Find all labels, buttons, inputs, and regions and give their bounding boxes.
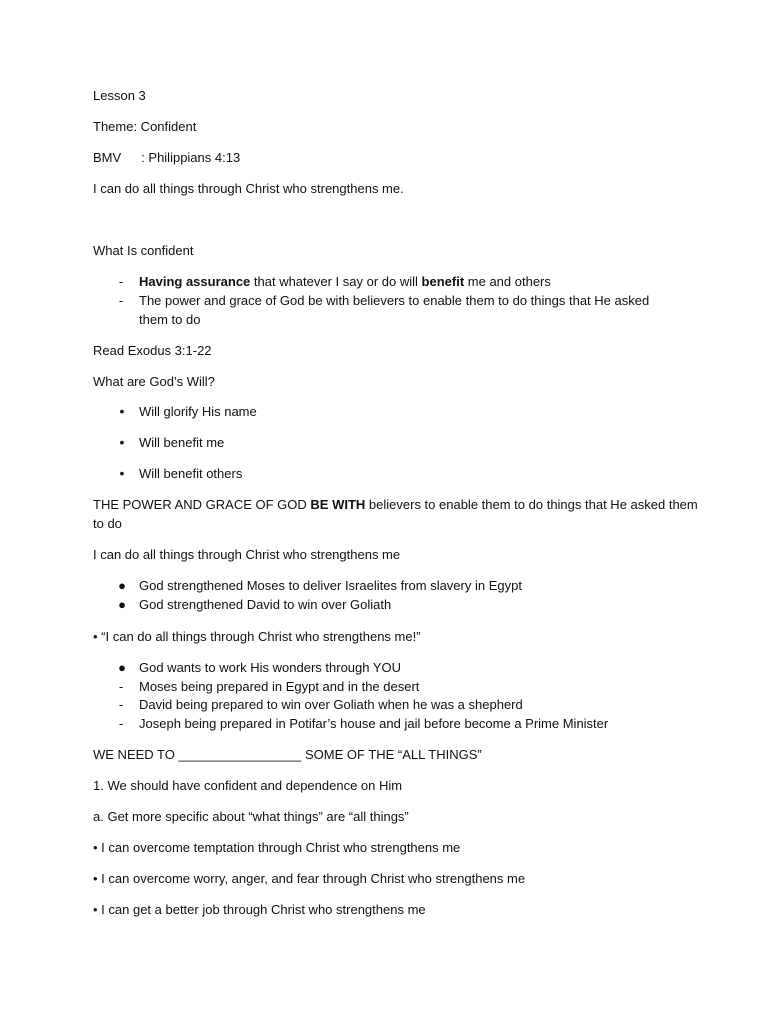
bmv-label: BMV (93, 150, 122, 165)
bullet-marker: ● (118, 660, 126, 675)
bold-text: BE WITH (310, 497, 366, 512)
what-is-heading: What Is confident (93, 243, 194, 258)
gods-will-heading: What are God’s Will? (93, 374, 215, 389)
point-1: 1. We should have confident and dependence on Him (93, 778, 403, 793)
dash-marker: - (118, 697, 124, 712)
bold-text: benefit (421, 274, 465, 289)
bullet-marker: • (119, 434, 125, 450)
dash-marker: - (118, 293, 124, 308)
we-need-heading: WE NEED TO _________________ SOME OF THE “ALL THINGS” (93, 747, 482, 762)
power-paragraph: THE POWER AND GRACE OF GOD BE WITH believers to enable them to do things that He asked them (93, 497, 698, 512)
overcome-line: • I can get a better job through Christ who strengthens me (93, 902, 426, 917)
dash-marker: - (118, 274, 124, 289)
read-reference: Read Exodus 3:1-22 (93, 343, 212, 358)
lesson-title: Lesson 3 (93, 88, 146, 103)
bullet-marker: • (119, 465, 125, 481)
overcome-line: • I can overcome worry, anger, and fear through Christ who strengthens me (93, 871, 526, 886)
quote-line: • “I can do all things through Christ who strengthens me!” (93, 629, 421, 644)
can-do-line: I can do all things through Christ who strengthens me (93, 547, 401, 562)
dash-marker: - (118, 716, 124, 731)
theme-line: Theme: Confident (93, 119, 197, 134)
bold-text: Having assurance (139, 274, 251, 289)
point-a: a. Get more specific about “what things” are “all things” (93, 809, 409, 824)
power-paragraph-continued: to do (93, 516, 122, 531)
document-page: Lesson 3 Theme: Confident BMV : Philippians 4:13 I can do all things through Christ who strengthens me. What Is confident - Having assurance that whatever I say or do will benefit me and others - The power and grace of God be with believers to enable them to do things that He asked them to do Read Exodus 3:1-22 What are God’s Will? • Will glorify His name • Will benefit me • Will benefit others THE POWER AND GRACE OF GOD BE WITH believers to enable them to do things that He asked them to do I can do all things through Christ who strengthens me ● God strengthened Moses to deliver Israelites from slavery in Egypt ● God strengthened David to win over Goliath • “I can do all things through Christ who strengthens me!” ● God wants to work His wonders through YOU - Moses being prepared in Egypt and in the desert - David being prepared to win over Goliath when he was a shepherd - Joseph being prepared in Potifar’s house and jail before become a Prime Minister WE NEED TO _________________ SOME OF THE “ALL THINGS” 1. We should have confident and dependence on Him a. Get more specific about “what things” are “all things” • I can overcome temptation through Christ who strengthens me • I can overcome worry, anger, and fear through Christ who strengthens me • I can get a better job through Christ who strengthens me (93, 88, 698, 917)
overcome-line: • I can overcome temptation through Christ who strengthens me (93, 840, 461, 855)
memory-verse: I can do all things through Christ who strengthens me. (93, 181, 404, 196)
bmv-reference: : Philippians 4:13 (141, 150, 241, 165)
dash-marker: - (118, 679, 124, 694)
bullet-marker: • (119, 403, 125, 419)
bullet-marker: ● (118, 578, 126, 593)
bullet-marker: ● (118, 597, 126, 612)
bmv-line (93, 148, 240, 167)
